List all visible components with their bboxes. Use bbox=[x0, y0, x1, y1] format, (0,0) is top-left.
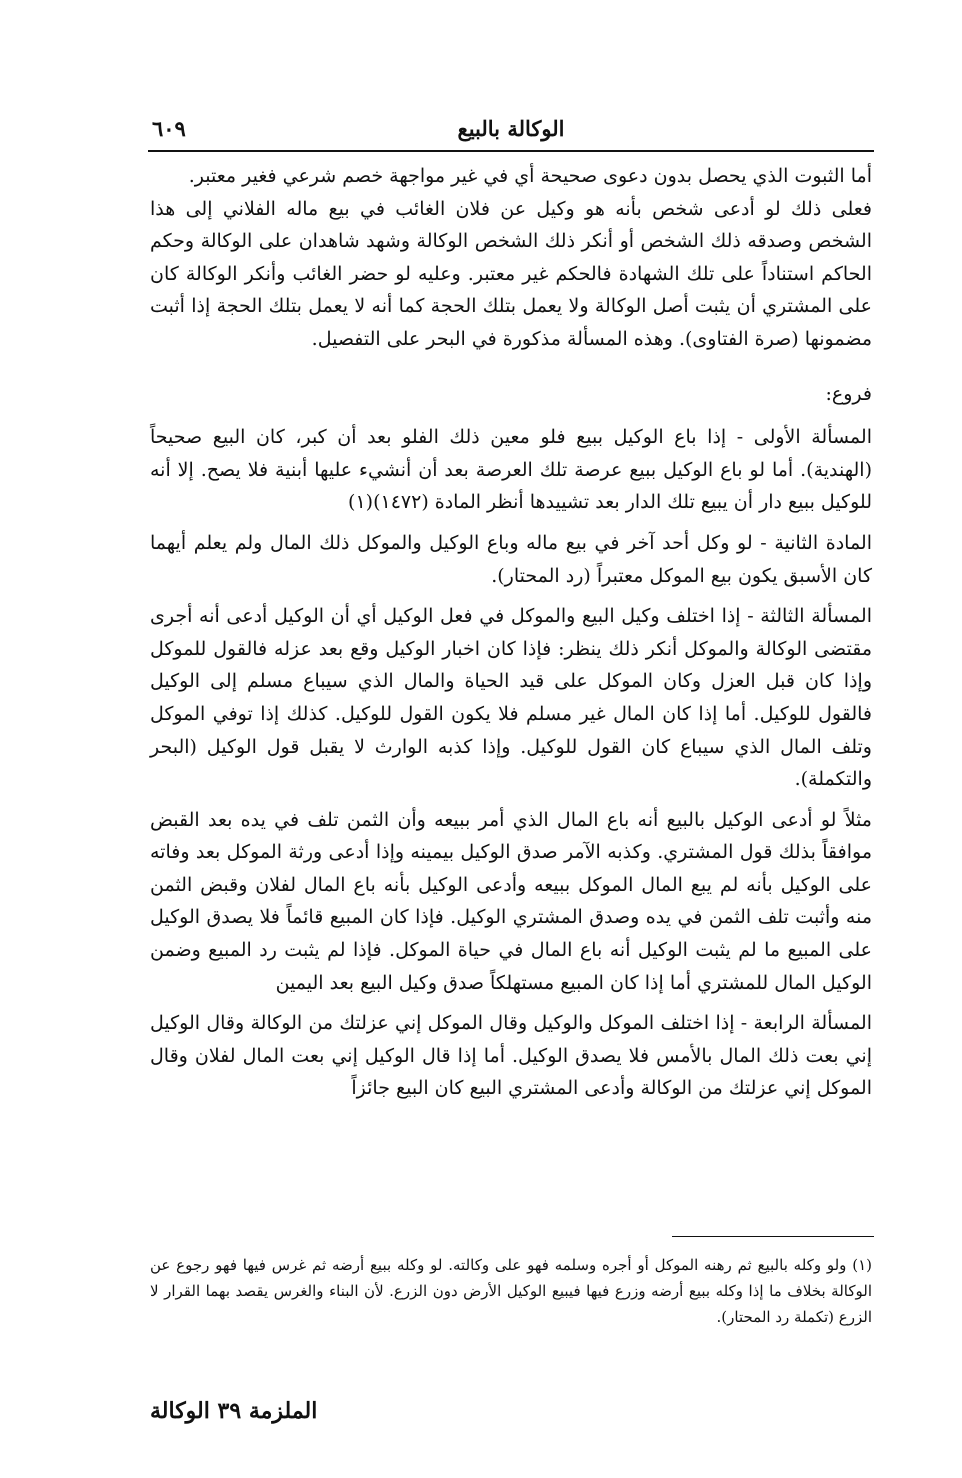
paragraph-issue-3: المسألة الثالثة - إذا اختلف وكيل البيع والموكل في فعل الوكيل أي أن الوكيل أدعى أنه أجرى مقتضى الوكالة والموكل أنكر ذلك ينظر: فإذا كان اخبار الوكيل وقع بعد عزله فالقول للموكل وإذا كان قبل العزل وكان الموكل على قيد الحياة والمال الذي سيباع مسلم إلى الوكيل فالقول للوكيل. أما إذا كان المال غير مسلم فلا يكون القول للوكيل. كذلك إذا توفي الموكل وتلف المال الذي سيباع كان القول للوكيل. وإذا كذبه الوارث لا يقبل قول الوكيل (البحر والتكملة). bbox=[150, 605, 872, 791]
page-header bbox=[148, 112, 874, 152]
paragraph-example: مثلاً لو أدعى الوكيل بالبيع أنه باع المال الذي أمر ببيعه وأن الثمن تلف في يده بعد القبض موافقاً بذلك قول المشتري. وكذبه الآمر صدق الوكيل بيمينه وإذا أدعى ورثة الموكل بعد وفاته على الوكيل بأنه لم يبع المال الموكل ببيعه وأدعى الوكيل بأنه باع المال لفلان وقبض الثمن منه وأثبت تلف الثمن في يده وصدق المشتري الوكيل. فإذا كان المبيع قائماً فلا يصدق الوكيل على المبيع ما لم يثبت الوكيل أنه باع المال في حياة الموكل. فإذا لم يثبت رد المبيع وضمن الوكيل المال للمشتري أما إذا كان المبيع مستهلكاً صدق وكيل البيع بعد اليمين bbox=[150, 808, 872, 994]
footnote-divider bbox=[672, 1236, 874, 1237]
header-divider bbox=[148, 150, 874, 152]
paragraph-2: فعلى ذلك لو أدعى شخص بأنه هو وكيل عن فلان الغائب في بيع ماله الفلاني إلى هذا الشخص وصدقه ذلك الشخص أو أنكر ذلك الشخص الوكالة وشهد شاهدان على الوكالة وحكم الحاكم استناداً على تلك الشهادة فالحكم غير معتبر. وعليه لو حضر الغائب وأنكر الوكالة كان على المشتري أن يثبت أصل الوكالة ولا يعمل بتلك الحجة كما أنه لا يعمل بتلك الحجة إذا أثبت مضمونها (صرة الفتاوى). وهذه المسألة مذكورة في البحر على التفصيل. bbox=[150, 197, 872, 350]
main-text bbox=[150, 160, 872, 1105]
paragraph-issue-2: المادة الثانية - لو وكل أحد آخر في بيع ماله وباع الوكيل والموكل ذلك المال ولم يعلم أيهما كان الأسبق يكون بيع الموكل معتبراً (رد المحتار). bbox=[150, 531, 872, 587]
paragraph-issue-4: المسألة الرابعة - إذا اختلف الموكل والوكيل وقال الموكل إني عزلتك من الوكالة وقال الوكيل إني بعت ذلك المال بالأمس فلا يصدق الوكيل. أما إذا قال الوكيل إني بعت المال لفلان وقال الموكل إني عزلتك من الوكالة وأدعى المشتري البيع كان البيع جائزاً bbox=[150, 1012, 872, 1100]
page-number: ٦٠٩ bbox=[152, 116, 186, 141]
section-heading-branches: فروع: bbox=[825, 382, 872, 405]
footnote: (١) ولو وكله بالبيع ثم رهنه الموكل أو أجره وسلمه فهو على وكالته. لو وكله ببيع أرضه ثم غرس فيها فهو رجوع عن الوكالة بخلاف ما إذا وكله ببيع أرضه وزرع فيها فيبيع الوكيل الأرض دون الزرع. لأن البناء والغرس يقصد بهما القرار لا الزرع (تكملة رد المحتار). bbox=[150, 1256, 872, 1326]
running-title: الوكالة بالبيع bbox=[457, 116, 565, 141]
signature-mark: الملزمة ٣٩ الوكالة bbox=[150, 1398, 318, 1424]
paragraph-issue-1: المسألة الأولى - إذا باع الوكيل ببيع فلو معين ذلك الفلو بعد أن كبر، كان البيع صحيحاً (الهندية). أما لو باع الوكيل ببيع عرصة تلك العرصة بعد أن أنشيء عليها أبنية فلا يصح. إلا أنه للوكيل ببيع دار أن يبيع تلك الدار بعد تشييدها أنظر المادة (١٤٧٢)(١) bbox=[150, 426, 872, 514]
paragraph-1: أما الثبوت الذي يحصل بدون دعوى صحيحة أي في غير مواجهة خصم شرعي فغير معتبر. bbox=[188, 165, 872, 187]
